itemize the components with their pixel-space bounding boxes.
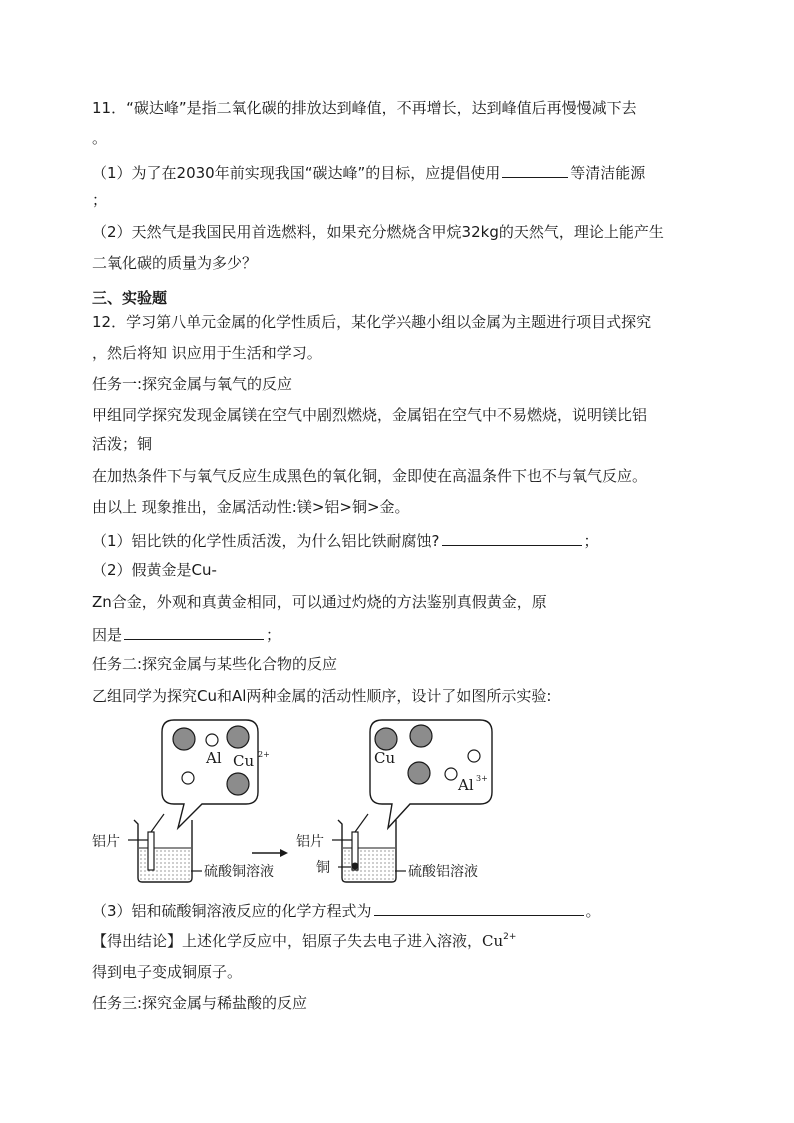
right-cu-particle: [375, 728, 397, 750]
q12-part3: [92, 899, 601, 921]
right-bubble-label-cu: Cu: [374, 749, 396, 767]
q11-part1-text-after: 等清洁能源: [570, 164, 646, 182]
conclusion-ion: Cu: [482, 932, 504, 950]
conclusion-line1: [92, 931, 516, 951]
right-al-particle: [468, 750, 480, 762]
task1-title: 任务一:探究金属与氧气的反应: [92, 375, 293, 393]
right-bubble-label-al: Al: [458, 776, 474, 794]
right-label-copper: 铜: [316, 860, 330, 876]
left-cu-particle: [227, 726, 249, 748]
left-cu-particle: [173, 728, 195, 750]
q11-part2-line2: 二氧化碳的质量为多少？: [92, 254, 258, 272]
left-apparatus: [92, 720, 274, 882]
reaction-arrow: [252, 849, 288, 857]
q12-part1-end: ；: [583, 532, 599, 550]
left-bubble-label-cu: Cu: [233, 752, 255, 770]
q12-part2-end: ；: [266, 626, 282, 644]
right-cu-particle: [410, 725, 432, 747]
task1-line2: 活泼；铜: [92, 435, 153, 453]
left-aluminium-sheet: [148, 832, 154, 870]
left-bubble-charge-cu: 2+: [258, 750, 270, 759]
q11-part1-answer-blank[interactable]: [502, 161, 568, 178]
q12-part1-answer-blank[interactable]: [442, 529, 582, 546]
q11-part1-text: （1）为了在2030年前实现我国“碳达峰”的目标，应提倡使用: [92, 164, 501, 182]
q12-part2-line3: [92, 623, 281, 645]
left-al-particle: [182, 772, 194, 784]
conclusion-ion-charge: 2+: [503, 932, 517, 942]
right-apparatus: [296, 720, 492, 882]
left-al-particle: [206, 734, 218, 746]
left-solution: [139, 848, 191, 881]
right-solution: [343, 848, 395, 881]
left-label-sheet: 铝片: [92, 834, 120, 850]
task2-title: 任务二:探究金属与某些化合物的反应: [92, 655, 338, 673]
right-bubble-charge-al: 3+: [476, 774, 488, 783]
q11-part1: [92, 161, 645, 183]
right-label-solution: 硫酸铝溶液: [408, 864, 478, 880]
task3-title: 任务三:探究金属与稀盐酸的反应: [92, 994, 308, 1012]
q12-part3-text: （3）铝和硫酸铜溶液反应的化学方程式为: [92, 902, 372, 920]
q12-part2-line1: （2）假黄金是Cu-: [92, 561, 217, 579]
q11-stem-line1: 11．“碳达峰”是指二氧化碳的排放达到峰值，不再增长，达到峰值后再慢慢减下去: [92, 99, 637, 117]
task1-line1: 甲组同学探究发现金属镁在空气中剧烈燃烧，金属铝在空气中不易燃烧，说明镁比铝: [92, 406, 648, 424]
right-label-sheet: 铝片: [296, 834, 324, 850]
task1-line3: 在加热条件下与氧气反应生成黑色的氧化铜，金即使在高温条件下也不与氧气反应。: [92, 467, 648, 485]
right-copper-deposit: [352, 863, 359, 870]
conclusion-text: 【得出结论】上述化学反应中，铝原子失去电子进入溶液，: [92, 932, 483, 950]
conclusion-line2: 得到电子变成铜原子。: [92, 963, 243, 981]
q12-stem-line1: 12．学习第八单元金属的化学性质后，某化学兴趣小组以金属为主题进行项目式探究: [92, 313, 652, 331]
q11-part1-end: ；: [92, 191, 108, 209]
q12-part2-text: 因是: [92, 626, 123, 644]
experiment-diagram: [92, 714, 512, 892]
q12-part3-end: 。: [585, 902, 601, 920]
left-label-solution: 硫酸铜溶液: [204, 864, 274, 880]
left-bubble-label-al: Al: [206, 749, 222, 767]
q12-part1: [92, 529, 599, 551]
left-cu-particle: [227, 773, 249, 795]
q12-part2-line2: Zn合金，外观和真黄金相同，可以通过灼烧的方法鉴别真假黄金，原: [92, 593, 547, 611]
right-al-particle: [445, 768, 457, 780]
q12-part1-text: （1）铝比铁的化学性质活泼，为什么铝比铁耐腐蚀?: [92, 532, 440, 550]
q12-part2-answer-blank[interactable]: [124, 623, 264, 640]
task1-line4: 由以上 现象推出，金属活动性:镁>铝>铜>金。: [92, 498, 410, 516]
q12-stem-line2: ，然后将知 识应用于生活和学习。: [92, 344, 322, 362]
q11-stem-line2: 。: [92, 129, 108, 147]
q12-part3-answer-blank[interactable]: [374, 899, 584, 916]
section-title: 三、实验题: [92, 289, 168, 307]
q11-part2-line1: （2）天然气是我国民用首选燃料，如果充分燃烧含甲烷32kg的天然气，理论上能产生: [92, 223, 664, 241]
right-cu-particle: [408, 762, 430, 784]
task2-line1: 乙组同学为探究Cu和Al两种金属的活动性顺序，设计了如图所示实验:: [92, 687, 552, 705]
